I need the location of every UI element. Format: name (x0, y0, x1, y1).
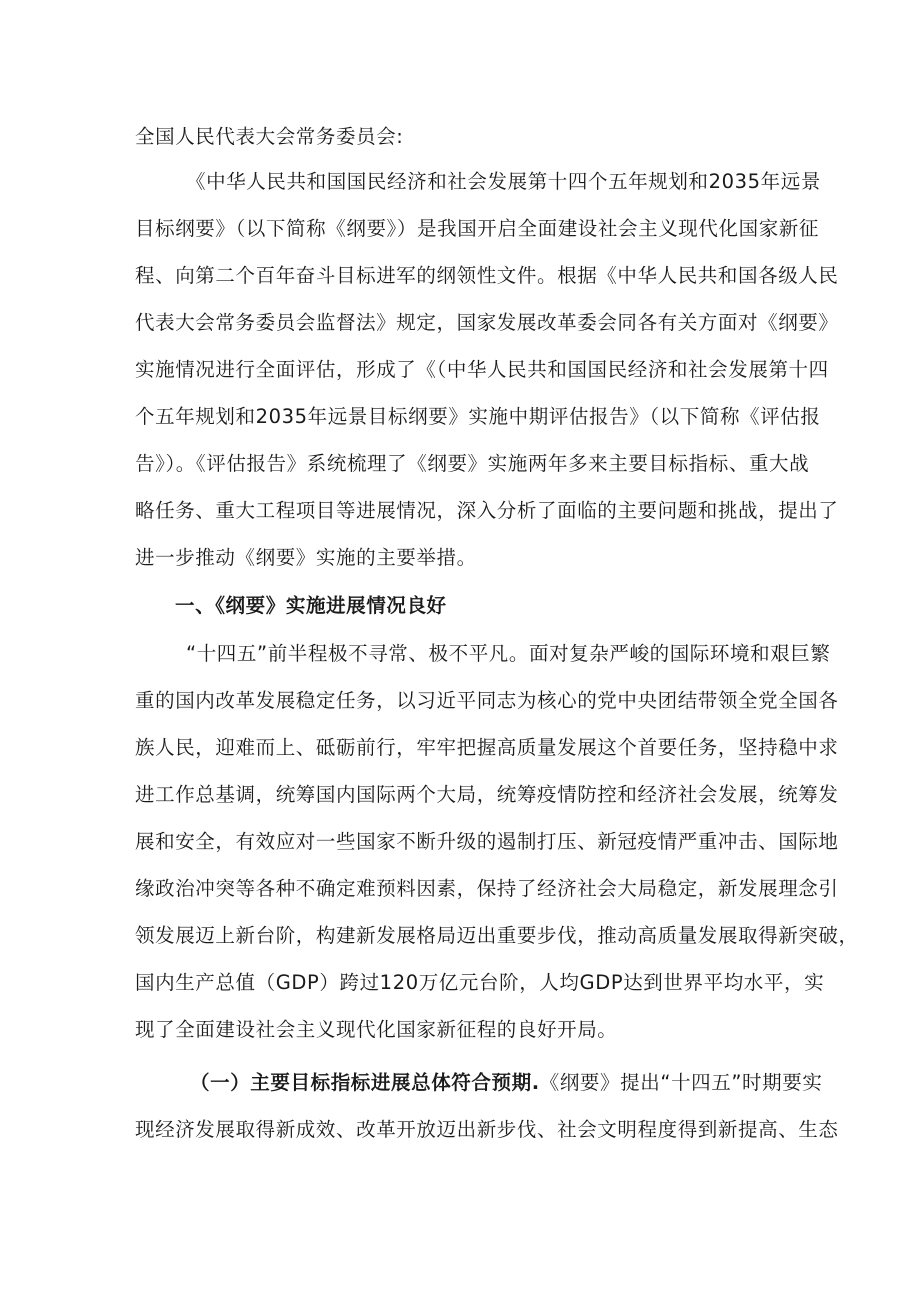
paragraph-line: 展和安全，有效应对一些国家不断升级的遏制打压、新冠疫情严重冲击、国际地 (135, 830, 839, 853)
paragraph-line: 实施情况进行全面评估，形成了《（中华人民共和国国民经济和社会发展第十四 (135, 358, 829, 381)
paragraph-line: “十四五”前半程极不寻常、极不平凡。面对复杂严峻的国际环境和艰巨繁 (186, 642, 831, 665)
paragraph-line: 《中华人民共和国国民经济和社会发展第十四个五年规划和2035年远景 (186, 170, 821, 193)
section-heading: 一、《纲要》实施进展情况良好 (175, 594, 447, 617)
addressee: 全国人民代表大会常务委员会: (135, 125, 404, 148)
paragraph-line: 进工作总基调，统筹国内国际两个大局，统筹疫情防控和经济社会发展，统筹发 (135, 783, 839, 806)
paragraph-line: 个五年规划和2035年远景目标纲要》实施中期评估报告》（以下简称《评估报 (135, 405, 821, 428)
paragraph-line: 进一步推动《纲要》实施的主要举措。 (135, 546, 477, 569)
paragraph-line: 现经济发展取得新成效、改革开放迈出新步伐、社会文明程度得到新提高、生态 (135, 1118, 839, 1141)
paragraph-line: 告》）。《评估报告》系统梳理了《纲要》实施两年多来主要目标指标、重大战 (135, 452, 810, 475)
paragraph-line: 重的国内改革发展稳定任务，以习近平同志为核心的党中央团结带领全党全国各 (135, 689, 839, 712)
subsection-text: 《纲要》提出“十四五”时期要实 (539, 1071, 823, 1094)
subsection-label: （一）主要目标指标进展总体符合预期. (190, 1071, 540, 1094)
paragraph-line: 代表大会常务委员会监督法》规定，国家发展改革委会同各有关方面对《纲要》 (135, 311, 839, 334)
subsection-line (190, 1063, 920, 1103)
paragraph-line: 领发展迈上新台阶，构建新发展格局迈出重要步伐，推动高质量发展取得新突破， (135, 924, 859, 947)
paragraph-line: 族人民，迎难而上、砥砺前行，牢牢把握高质量发展这个首要任务，坚持稳中求 (135, 736, 839, 759)
paragraph-line: 目标纲要》（以下简称《纲要》）是我国开启全面建设社会主义现代化国家新征 (135, 217, 820, 240)
paragraph-line: 程、向第二个百年奋斗目标进军的纲领性文件。根据《中华人民共和国各级人民 (135, 264, 839, 287)
paragraph-line: 现了全面建设社会主义现代化国家新征程的良好开局。 (135, 1018, 618, 1041)
paragraph-line: 缘政治冲突等各种不确定难预料因素，保持了经济社会大局稳定，新发展理念引 (135, 877, 839, 900)
paragraph-line: 国内生产总值（GDP）跨过120万亿元台阶，人均GDP达到世界平均水平，实 (135, 971, 825, 994)
paragraph-line: 略任务、重大工程项目等进展情况，深入分析了面临的主要问题和挑战，提出了 (135, 499, 839, 522)
